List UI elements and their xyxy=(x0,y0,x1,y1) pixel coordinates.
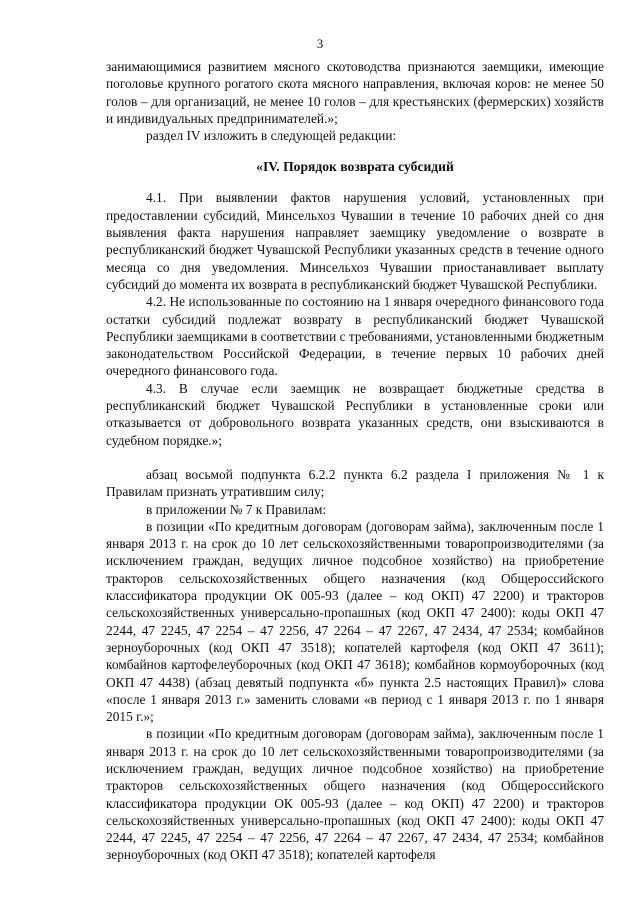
clause-4-2: 4.2. Не использованные по состоянию на 1 января очередного финансового года остатки субсидий подлежат возврату в республиканский бюджет Чувашской Республики заемщиками в соответствии с требованиями, установленными бюджетным законодательством Российской Федерации, в течение первых 10 рабочих дней очередного финансового года. xyxy=(106,294,604,379)
paragraph-gap xyxy=(106,449,604,466)
amendment-paragraph: в позиции «По кредитным договорам (договорам займа), заключенным после 1 января 2013 г. на срок до 10 лет сельскохозяйственными товаропроизводителями (за исключением граждан, ведущих личное подсобное хозяйство) на приобретение тракторов сельскохозяйственных общего назначения (код Общероссийского классификатора продукции ОК 005-93 (далее – код ОКП) 47 2200) и тракторов сельскохозяйственных универсально-пропашных (код ОКП 47 2400): коды ОКП 47 2244, 47 2245, 47 2254 – 47 2256, 47 2264 – 47 2267, 47 2434, 47 2534; комбайнов зерноуборочных (код ОКП 47 3518); копателей картофеля (код ОКП 47 3611); комбайнов картофелеуборочных (код ОКП 47 3618); комбайнов кормоуборочных (код ОКП 47 4438) (абзац девятый подпункта «б» пункта 2.5 настоящих Правил)» слова «после 1 января 2013 г.» заменить словами «в период с 1 января 2013 г. по 1 января 2015 г.»; xyxy=(106,518,604,725)
section-heading: «IV. Порядок возврата субсидий xyxy=(256,159,454,175)
clause-4-1: 4.1. При выявлении фактов нарушения условий, установленных при предоставлении субсидий, Минсельхоз Чувашии в течение 10 рабочих дней со дня выявления факта нарушения направляет заемщику уведомление о возврате в республиканский бюджет Чувашской Республики указанных средств в течение одного месяца со дня уведомления. Минсельхоз Чувашии приостанавливает выплату субсидий до момента их возврата в республиканский бюджет Чувашской Республики. xyxy=(106,190,604,292)
amendment-paragraph: в позиции «По кредитным договорам (договорам займа), заключенным после 1 января 2013 г. на срок до 10 лет сельскохозяйственными товаропроизводителями (за исключением граждан, ведущих личное подсобное хозяйство) на приобретение тракторов сельскохозяйственных общего назначения (код Общероссийского классификатора продукции ОК 005-93 (далее – код ОКП) 47 2200) и тракторов сельскохозяйственных универсально-пропашных (код ОКП 47 2400): коды ОКП 47 2244, 47 2245, 47 2254 – 47 2256, 47 2264 – 47 2267, 47 2434, 47 2534; комбайнов зерноуборочных (код ОКП 47 3518); копателей картофеля xyxy=(106,726,604,863)
amendment-paragraph: абзац восьмой подпункта 6.2.2 пункта 6.2 раздела I приложения № 1 к Правилам признать утратившим силу; xyxy=(106,466,604,500)
document-body xyxy=(106,58,604,864)
amendment-paragraph: в приложении № 7 к Правилам: xyxy=(146,501,327,517)
clause-4-3: 4.3. В случае если заемщик не возвращает бюджетные средства в республиканский бюджет Чувашской Республики в установленные сроки или отказывается от добровольного возврата указанных средств, они взыскиваются в судебном порядке.»; xyxy=(106,380,604,448)
amendment-paragraph: раздел IV изложить в следующей редакции: xyxy=(146,128,397,144)
continuation-paragraph: занимающимися развитием мясного скотоводства признаются заемщики, имеющие поголовье крупного рогатого скота мясного направления, включая коров: не менее 50 голов – для организаций, не менее 10 голов – для крестьянских (фермерских) хозяйств и индивидуальных предпринимателей.»; xyxy=(106,59,604,126)
page-number: 3 xyxy=(316,36,324,51)
